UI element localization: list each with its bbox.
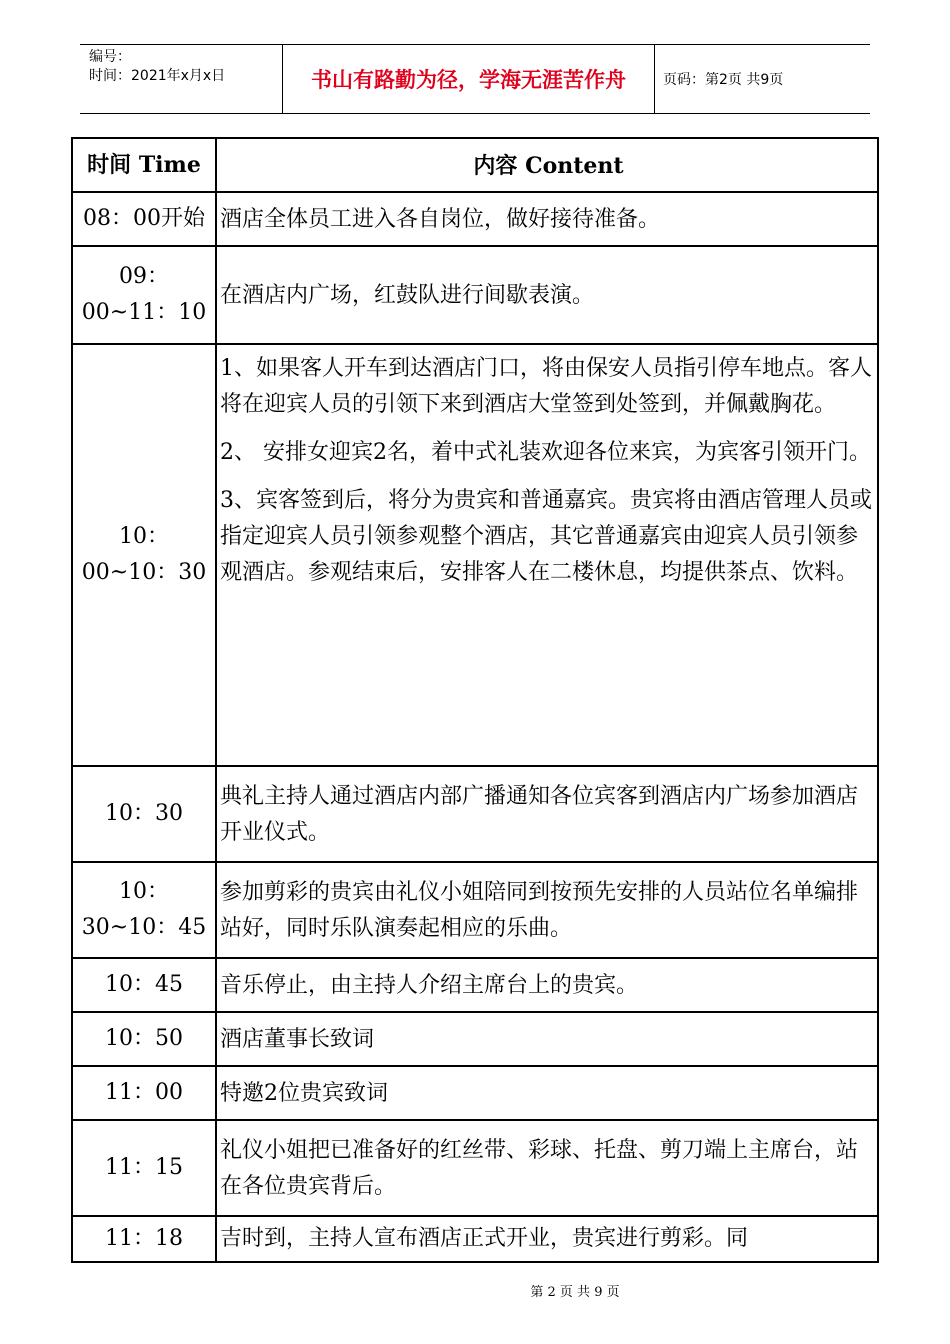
content-paragraph: 特邀2位贵宾致词 — [220, 1081, 388, 1106]
content-paragraph: 音乐停止，由主持人介绍主席台上的贵宾。 — [220, 973, 639, 998]
content-paragraph: 2、 安排女迎宾2名，着中式礼装欢迎各位来宾，为宾客引领开门。 — [220, 440, 871, 465]
number-label: 编号： — [89, 49, 131, 65]
page-number — [0, 1281, 950, 1300]
row-time: 11：18 — [73, 1217, 217, 1261]
schedule-table — [71, 137, 879, 1263]
row-content — [217, 1013, 877, 1065]
row-time: 10：30 — [73, 767, 217, 861]
row-content — [217, 959, 877, 1011]
page-header — [80, 44, 870, 114]
row-time: 11：15 — [73, 1121, 217, 1215]
table-row — [73, 957, 877, 1011]
row-content — [217, 1121, 877, 1215]
content-paragraph: 参加剪彩的贵宾由礼仪小姐陪同到按预先安排的人员站位名单编排站好，同时乐队演奏起相应的乐曲。 — [220, 880, 859, 941]
content-paragraph: 酒店全体员工进入各自岗位，做好接待准备。 — [220, 207, 661, 232]
row-time: 10：30~10：45 — [73, 863, 217, 957]
row-content — [217, 863, 877, 957]
row-content — [217, 193, 877, 245]
table-row — [73, 1065, 877, 1119]
content-paragraph: 吉时到，主持人宣布酒店正式开业，贵宾进行剪彩。同 — [220, 1226, 749, 1251]
row-content — [217, 1217, 877, 1261]
content-paragraph: 1、如果客人开车到达酒店门口，将由保安人员指引停车地点。客人将在迎宾人员的引领下来到酒店大堂签到处签到，并佩戴胸花。 — [220, 356, 872, 417]
header-meta — [80, 45, 283, 113]
table-row — [73, 1215, 877, 1261]
row-content — [217, 345, 877, 765]
table-header-row — [73, 139, 877, 191]
row-content — [217, 1067, 877, 1119]
table-row — [73, 1119, 877, 1215]
row-time: 11：00 — [73, 1067, 217, 1119]
table-row — [73, 765, 877, 861]
row-time: 10：00~10：30 — [73, 345, 217, 765]
row-time: 10：45 — [73, 959, 217, 1011]
row-time: 10：50 — [73, 1013, 217, 1065]
row-time: 09：00~11：10 — [73, 247, 217, 343]
row-content — [217, 247, 877, 343]
page-number-text: 第 2 页 共 9 页 — [530, 1285, 620, 1300]
row-time: 08：00开始 — [73, 193, 217, 245]
column-header-time: 时间 Time — [73, 139, 217, 191]
content-paragraph: 典礼主持人通过酒店内部广播通知各位宾客到酒店内广场参加酒店开业仪式。 — [220, 784, 859, 845]
content-paragraph: 酒店董事长致词 — [220, 1027, 375, 1052]
content-paragraph: 在酒店内广场，红鼓队进行间歇表演。 — [220, 283, 595, 308]
header-page-info: 页码：第2页 共9页 — [663, 72, 784, 88]
row-content — [217, 767, 877, 861]
table-row — [73, 245, 877, 343]
time-label: 时间：2021年x月x日 — [89, 68, 226, 84]
content-paragraph: 3、宾客签到后，将分为贵宾和普通嘉宾。贵宾将由酒店管理人员或指定迎宾人员引领参观整个酒店，其它普通嘉宾由迎宾人员引领参观酒店。参观结束后，安排客人在二楼休息，均提供茶点、饮料。 — [220, 488, 872, 585]
table-row — [73, 343, 877, 765]
header-motto: 书山有路勤为径，学海无涯苦作舟 — [283, 45, 655, 113]
table-row — [73, 1011, 877, 1065]
content-paragraph: 礼仪小姐把已准备好的红丝带、彩球、托盘、剪刀端上主席台，站在各位贵宾背后。 — [220, 1138, 859, 1199]
table-row — [73, 861, 877, 957]
column-header-content: 内容 Content — [473, 153, 624, 179]
table-row — [73, 191, 877, 245]
